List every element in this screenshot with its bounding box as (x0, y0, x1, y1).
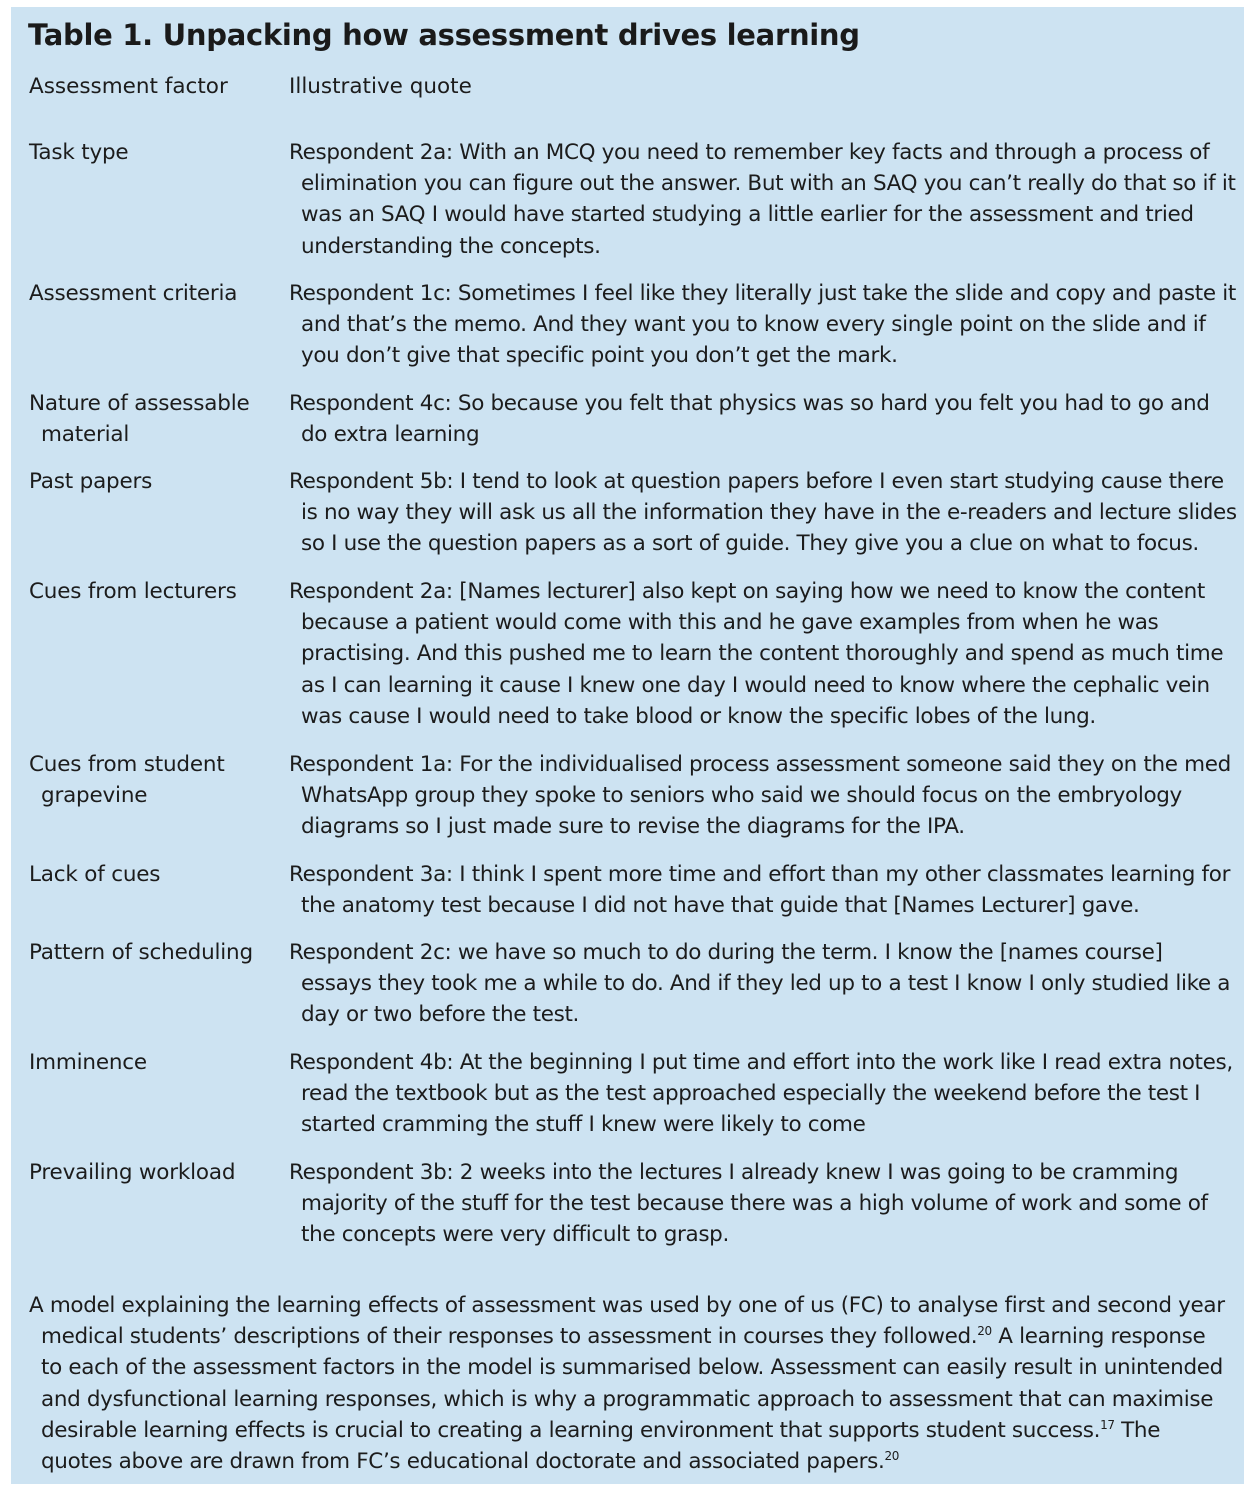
factor-cell: Cues from student grapevine (29, 752, 225, 808)
footnote-text: A learning response to each of the assessment factors in the model is summarised below. Assessment can easily result in unintended and dysfunctional learning responses, which is why a programmatic approach to assessment that can maximise desirable learning effects is crucial to creating a learning environment that supports student success. (41, 1324, 1223, 1443)
footnote-text: The quotes above are drawn from FC’s educational doctorate and associated papers. (41, 1417, 1161, 1475)
quote-cell: Respondent 1c: Sometimes I feel like they literally just take the slide and copy and paste it and that’s the memo. And they want you to know every single point on the slide and if you don’t give that specific point you don’t get the mark. (289, 281, 1236, 369)
factor-cell: Imminence (29, 1050, 147, 1075)
factor-cell: Cues from lecturers (29, 579, 237, 604)
quote-cell: Respondent 1a: For the individualised process assessment someone said they on the med WhatsApp group they spoke to seniors who said we should focus on the embryology diagrams so I just made sure to revise the diagrams for the IPA. (289, 752, 1231, 840)
quote-cell: Respondent 2a: With an MCQ you need to remember key facts and through a process of elimination you can figure out the answer. But with an SAQ you can’t really do that so if it was an SAQ I would have started studying a little earlier for the assessment and tried understanding the concepts. (289, 140, 1236, 259)
table-title: Table 1. Unpacking how assessment drives learning (28, 18, 860, 52)
quote-cell: Respondent 2c: we have so much to do during the term. I know the [names course] essays they took me a while to do. And if they led up to a test I know I only studied like a day or two before the test. (289, 940, 1231, 1028)
reference-marker: 17 (1100, 1417, 1115, 1432)
quote-cell: Respondent 3a: I think I spent more time and effort than my other classmates learning for the anatomy test because I did not have that guide that [Names Lecturer] gave. (289, 862, 1231, 919)
reference-marker: 20 (977, 1324, 992, 1339)
footnote-text: A model explaining the learning effects of assessment was used by one of us (FC) to analyse first and second year medical students’ descriptions of their responses to assessment in courses they followed. (29, 1293, 1225, 1350)
column-header-factor: Assessment factor (29, 74, 228, 99)
table-panel (11, 7, 1244, 1484)
factor-cell: Prevailing workload (29, 1160, 236, 1185)
column-header-quote: Illustrative quote (289, 74, 472, 99)
quote-cell: Respondent 2a: [Names lecturer] also kept on saying how we need to know the content because a patient would come with this and he gave examples from when he was practising. And this pushed me to learn the content thoroughly and spend as much time as I can learning it cause I knew one day I would need to know where the cephalic vein was cause I would need to take blood or know the specific lobes of the lung. (289, 579, 1224, 729)
quote-cell: Respondent 4c: So because you felt that physics was so hard you felt you had to go and do extra learning (289, 391, 1210, 448)
table-footnote (29, 1290, 1229, 1477)
factor-cell: Past papers (29, 469, 153, 494)
reference-marker: 20 (884, 1449, 900, 1464)
quote-cell: Respondent 5b: I tend to look at question papers before I even start studying cause there is no way they will ask us all the information they have in the e-readers and lecture slides so I use the question papers as a sort of guide. They give you a clue on what to focus. (289, 469, 1237, 557)
factor-cell: Pattern of scheduling (29, 940, 253, 965)
factor-cell: Nature of assessable material (29, 391, 250, 447)
factor-cell: Lack of cues (29, 862, 161, 887)
factor-cell: Task type (29, 140, 129, 165)
quote-cell: Respondent 3b: 2 weeks into the lectures I already knew I was going to be cramming majority of the stuff for the test because there was a high volume of work and some of the concepts were very difficult to grasp. (289, 1160, 1208, 1248)
quote-cell: Respondent 4b: At the beginning I put time and effort into the work like I read extra notes, read the textbook but as the test approached especially the weekend before the test I started cramming the stuff I knew were likely to come (289, 1050, 1233, 1138)
factor-cell: Assessment criteria (29, 281, 238, 306)
